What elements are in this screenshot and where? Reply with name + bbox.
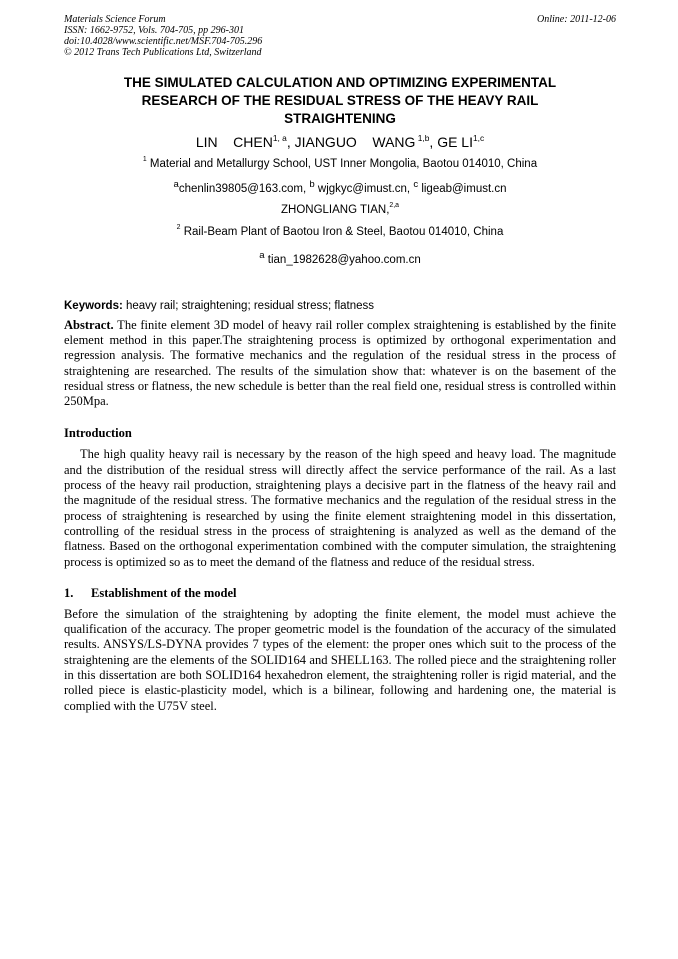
affiliation-text: Material and Metallurgy School, UST Inner Mongolia, Baotou 014010, China: [146, 158, 538, 170]
author-line-2: [64, 203, 616, 217]
author-affiliation-mark: 1,b: [415, 132, 430, 143]
email-mark: a: [173, 179, 179, 190]
paper-title: [64, 74, 616, 128]
affiliation-mark: 1: [142, 156, 147, 164]
copyright-line: © 2012 Trans Tech Publications Ltd, Switzerland: [64, 47, 262, 58]
email-line-2: [64, 249, 616, 267]
section-number: 1.: [64, 585, 74, 600]
author-name: LIN CHEN: [195, 134, 273, 150]
keywords: [64, 299, 616, 313]
affiliation-text: Rail-Beam Plant of Baotou Iron & Steel, Baotou 014010, China: [180, 225, 504, 238]
paper-page: [64, 14, 616, 714]
email-address: ligeab@imust.cn: [418, 182, 507, 195]
email-address: wjgkyc@imust.cn,: [314, 182, 414, 195]
section-1-heading: [64, 586, 616, 601]
keywords-text: heavy rail; straightening; residual stress; flatness: [122, 299, 374, 312]
online-date: Online: 2011-12-06: [537, 14, 616, 25]
title-line: THE SIMULATED CALCULATION AND OPTIMIZING EXPERIMENTAL: [123, 75, 557, 90]
author-separator: ,: [429, 134, 438, 150]
author-affiliation-mark: 1,c: [472, 132, 485, 143]
author-affiliation-mark: 1, a: [272, 132, 287, 143]
journal-name: Materials Science Forum: [64, 14, 166, 25]
author-name: GE LI: [437, 134, 473, 150]
email-address: chenlin39805@163.com,: [178, 182, 310, 195]
author-name: ZHONGLIANG TIAN,: [280, 203, 390, 216]
email-line-1: [64, 178, 616, 196]
section-title: Establishment of the model: [91, 585, 237, 600]
affiliation-mark: 2: [176, 224, 181, 232]
author-separator: ,: [286, 134, 295, 150]
section-1-paragraph: Before the simulation of the straightening by adopting the finite element, the model must achieve the qualification of the accuracy. The proper geometric model is the foundation of the accuracy of the simulated results. ANSYS/LS-DYNA provides 7 types of the element: the proper ones which suit to the process of the straightening are the elements of the SOLID164 and SHELL163. The rolled piece and the straightening roller in this dissertation are both SOLID164 hexahedron element, the straightening roller is rigid material, and the rolled piece is elastic-plasticity model, which is a bilinear, following and hardening one, the material is complied with the U75V steel.: [64, 606, 616, 713]
affiliation-2: [64, 225, 616, 239]
title-line: RESEARCH OF THE RESIDUAL STRESS OF THE HEAVY RAIL: [141, 93, 539, 108]
author-list: [64, 133, 616, 151]
author-affiliation-mark: 2,a: [389, 202, 399, 210]
abstract-text: The finite element 3D model of heavy rail roller complex straightening is established by the finite element method in this paper.The straightening process is optimized by orthogonal experimentation and regression analysis. The formative mechanics and the regulation of the residual stress in the process of straightening are researched. The results of the simulation show that: whatever is on the basement of the residual stress or flatness, the new schedule is better than the real field one, residual stress is controlled within 250Mpa.: [64, 317, 616, 409]
doi-line: doi:10.4028/www.scientific.net/MSF.704-705.296: [64, 36, 263, 47]
email-mark: b: [309, 179, 315, 190]
title-line: STRAIGHTENING: [284, 111, 396, 126]
introduction-heading: Introduction: [64, 426, 132, 441]
author-name: JIANGUO WANG: [294, 134, 416, 150]
email-mark: a: [259, 249, 265, 261]
issn-line: ISSN: 1662-9752, Vols. 704-705, pp 296-301: [64, 25, 244, 36]
keywords-label: Keywords:: [64, 299, 123, 312]
journal-header: [64, 14, 616, 58]
email-mark: c: [413, 179, 419, 190]
affiliation-1: [64, 157, 616, 171]
introduction-paragraph: The high quality heavy rail is necessary by the reason of the high speed and heavy load. The magnitude and the distribution of the residual stress will directly affect the service performance of the rail. As a last process of the heavy rail production, straightening plays a decisive part in the flatness of the heavy rail and the magnitude of the residual stress. The formative mechanics and the regulation of the residual stress in the process of straightening is researched by using the finite element straightening model in this dissertation, controlling of the residual stress in the process of straightening is analyzed as well as the demand of the flatness. Based on the orthogonal experimentation combined with the computer simulation, the straightening process is optimized so as to meet the demand of the flatness and reduce of the residual stress.: [64, 447, 616, 569]
email-address: tian_1982628@yahoo.com.cn: [264, 253, 421, 266]
abstract-label: Abstract.: [64, 317, 114, 332]
abstract: [64, 318, 616, 410]
